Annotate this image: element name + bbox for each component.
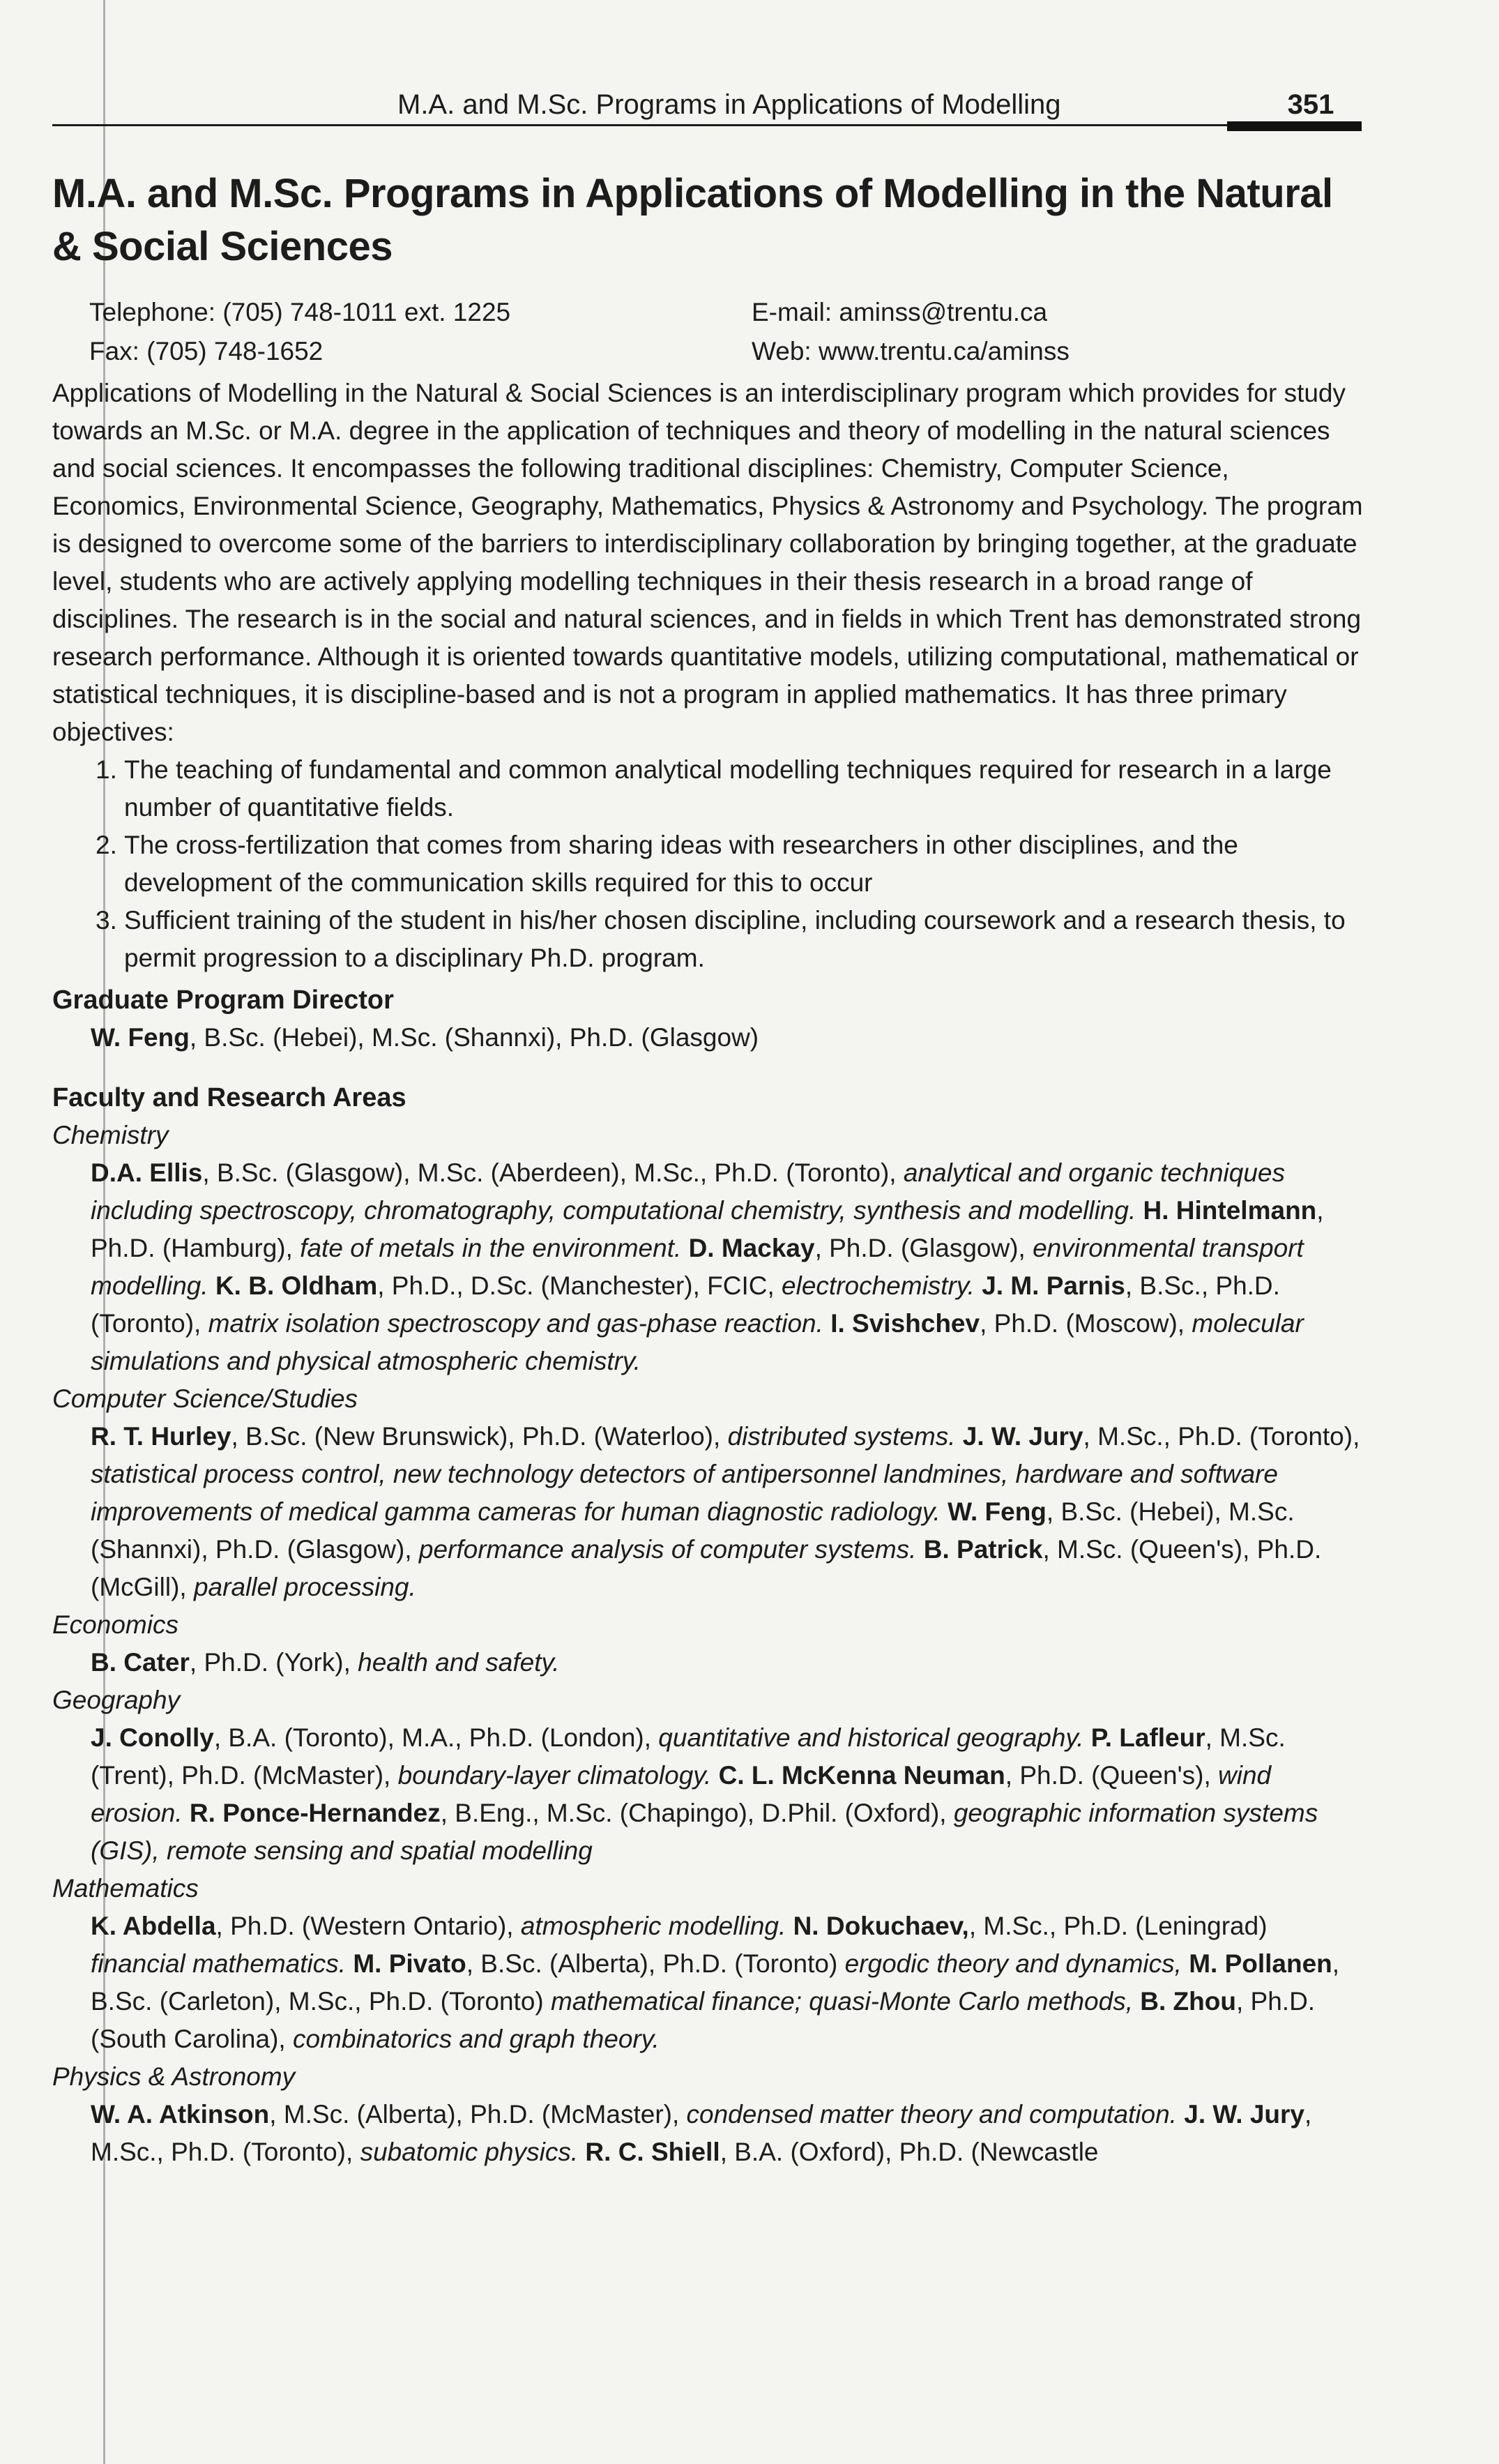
faculty-credentials: , Ph.D. (Hamburg), [91,1196,1324,1262]
faculty-name: M. Pollanen [1189,1949,1332,1978]
web-address: Web: www.trentu.ca/aminss [752,337,1070,365]
department-heading: Physics & Astronomy [52,2062,296,2091]
faculty-credentials: , B.Sc. (Glasgow), M.Sc. (Aberdeen), M.Sc., Ph.D. (Toronto), [202,1158,904,1187]
faculty-name: J. W. Jury [962,1422,1083,1451]
faculty-credentials: , B.Sc. (Alberta), Ph.D. (Toronto) [466,1949,845,1978]
faculty-credentials: , M.Sc., Ph.D. (Toronto), [1083,1422,1360,1451]
faculty-name: R. Ponce-Hernandez [189,1799,441,1827]
department-faculty-paragraph [52,1154,1363,1380]
research-area: financial mathematics. [91,1949,347,1978]
faculty-credentials: , B.Sc. (Hebei), M.Sc. (Shannxi), Ph.D. (Glasgow), [91,1497,1295,1564]
contact-phone-block [89,293,510,371]
contact-web-block [752,293,1070,371]
research-area: parallel processing. [193,1573,416,1601]
research-area: distributed systems. [727,1422,956,1451]
intro-paragraph: Applications of Modelling in the Natural & Social Sciences is an interdisciplinary program which provides for study towards an M.Sc. or M.A. degree in the application of techniques and theory of modelling in the natural sciences and social sciences. It encompasses the following traditional disciplines: Chemistry, Computer Science, Economics, Environmental Science, Geography, Mathematics, Physics & Astronomy and Psychology. The program is designed to overcome some of the barriers to interdisciplinary collaboration by bringing together, at the graduate level, students who are actively applying modelling techniques in their thesis research in a broad range of disciplines. The research is in the social and natural sciences, and in fields in which Trent has demonstrated strong research performance. Although it is oriented towards quantitative models, utilizing computational, mathematical or statistical techniques, it is discipline-based and is not a program in applied mathematics. It has three primary objectives: [52,379,1363,746]
faculty-name: H. Hintelmann [1143,1196,1317,1225]
faculty-credentials: , Ph.D. (Moscow), [980,1309,1192,1338]
faculty-name: J. Conolly [91,1723,214,1752]
research-area: health and safety. [358,1648,560,1677]
faculty-credentials: , M.Sc., Ph.D. (Toronto), [91,2100,1312,2166]
objective-text: The cross-fertilization that comes from sharing ideas with researchers in other disciplines, and the development of the communication skills required for this to occur [124,831,1238,897]
faculty-credentials: , Ph.D. (York), [189,1648,358,1677]
faculty-credentials: , M.Sc. (Trent), Ph.D. (McMaster), [91,1723,1286,1790]
department-faculty-paragraph [52,1907,1363,2058]
research-area: ergodic theory and dynamics, [844,1949,1182,1978]
faculty-credentials: , Ph.D., D.Sc. (Manchester), FCIC, [377,1271,782,1300]
faculty-name: I. Svishchev [830,1309,980,1338]
research-area: mathematical finance; quasi-Monte Carlo methods, [551,1987,1133,2016]
faculty-credentials: , Ph.D. (Western Ontario), [215,1912,521,1940]
faculty-list [52,1117,1363,2171]
running-title: M.A. and M.Sc. Programs in Applications of Modelling [397,89,1061,120]
faculty-credentials: , B.A. (Toronto), M.A., Ph.D. (London), [213,1723,659,1752]
faculty-name: M. Pivato [353,1949,466,1978]
objective-item [52,826,1363,902]
faculty-name: N. Dokuchaev, [793,1912,969,1940]
email: E-mail: aminss@trentu.ca [752,298,1048,326]
faculty-credentials: , Ph.D. (Queen's), [1005,1761,1219,1790]
director-name: W. Feng [91,1023,190,1052]
department-faculty-paragraph [52,1418,1363,1606]
department-heading: Chemistry [52,1121,169,1149]
research-area: matrix isolation spectroscopy and gas-phase reaction. [208,1309,823,1338]
section-spacer [52,1057,1363,1079]
department-faculty-paragraph [52,2096,1363,2171]
header-rule [52,124,1231,126]
research-area: statistical process control, new technology detectors of antipersonnel landmines, hardware and software improvements of medical gamma cameras for human diagnostic radiology. [91,1460,1278,1526]
faculty-name: C. L. McKenna Neuman [718,1761,1005,1790]
objective-number: 2. [96,831,117,859]
faculty-name: B. Zhou [1140,1987,1236,2016]
objective-text: Sufficient training of the student in his/her chosen discipline, including coursework and a research thesis, to permit progression to a disciplinary Ph.D. program. [124,906,1346,972]
faculty-credentials: , Ph.D. (Glasgow), [814,1234,1033,1262]
header-rule-tab [1227,121,1362,131]
page-number: 351 [1287,89,1334,120]
research-area: combinatorics and graph theory. [292,2025,660,2053]
faculty-name: K. Abdella [91,1912,216,1940]
faculty-name: B. Patrick [923,1535,1043,1564]
research-area: molecular simulations and physical atmospheric chemistry. [91,1309,1304,1375]
faculty-credentials: , M.Sc. (Alberta), Ph.D. (McMaster), [269,2100,687,2129]
faculty-name: B. Cater [91,1648,190,1677]
faculty-credentials: , B.Eng., M.Sc. (Chapingo), D.Phil. (Oxford), [440,1799,954,1827]
faculty-credentials: , B.A. (Oxford), Ph.D. (Newcastle [720,2138,1099,2166]
page-title: M.A. and M.Sc. Programs in Applications of Modelling in the Natural & Social Sciences [52,171,1333,269]
objectives-list [52,751,1363,977]
department-heading: Geography [52,1686,181,1714]
faculty-name: D.A. Ellis [91,1158,203,1187]
faculty-credentials: , B.Sc. (New Brunswick), Ph.D. (Waterloo), [231,1422,728,1451]
director-heading: Graduate Program Director [52,985,394,1015]
research-area: subatomic physics. [360,2138,579,2166]
faculty-name: J. M. Parnis [982,1271,1125,1300]
department-heading: Computer Science/Studies [52,1384,358,1413]
research-area: performance analysis of computer systems. [418,1535,917,1564]
faculty-credentials: , B.Sc., Ph.D. (Toronto), [91,1271,1280,1338]
faculty-name: W. Feng [948,1497,1047,1526]
faculty-credentials: , Ph.D. (South Carolina), [91,1987,1316,2053]
research-area: wind erosion. [91,1761,1272,1827]
faculty-name: R. C. Shiell [585,2138,720,2166]
director-credentials: , B.Sc. (Hebei), M.Sc. (Shannxi), Ph.D. (Glasgow) [189,1023,759,1052]
research-area: atmospheric modelling. [520,1912,786,1940]
research-area: analytical and organic techniques including spectroscopy, chromatography, computational chemistry, synthesis and modelling. [91,1158,1286,1225]
research-area: condensed matter theory and computation. [686,2100,1177,2129]
research-area: environmental transport modelling. [91,1234,1304,1300]
faculty-name: P. Lafleur [1090,1723,1205,1752]
faculty-name: J. W. Jury [1184,2100,1304,2129]
objective-number: 3. [96,906,117,935]
fax: Fax: (705) 748-1652 [89,337,324,365]
research-area: quantitative and historical geography. [658,1723,1084,1752]
running-header [52,89,1363,127]
faculty-heading: Faculty and Research Areas [52,1083,406,1112]
objective-text: The teaching of fundamental and common analytical modelling techniques required for research in a large number of quantitative fields. [124,755,1332,822]
faculty-name: R. T. Hurley [91,1422,231,1451]
faculty-name: K. B. Oldham [215,1271,378,1300]
telephone: Telephone: (705) 748-1011 ext. 1225 [89,298,511,326]
research-area: electrochemistry. [782,1271,975,1300]
research-area: boundary-layer climatology. [397,1761,712,1790]
research-area: fate of metals in the environment. [300,1234,682,1262]
faculty-name: W. A. Atkinson [91,2100,270,2129]
director-entry [52,1019,1363,1057]
faculty-credentials: , M.Sc. (Queen's), Ph.D. (McGill), [91,1535,1322,1601]
department-heading: Mathematics [52,1874,199,1903]
department-faculty-paragraph [52,1644,1363,1681]
objective-item [52,902,1363,977]
research-area: geographic information systems (GIS), remote sensing and spatial modelling [91,1799,1318,1865]
faculty-credentials: , B.Sc. (Carleton), M.Sc., Ph.D. (Toronto) [91,1949,1340,2016]
faculty-credentials: , M.Sc., Ph.D. (Leningrad) [968,1912,1268,1940]
department-heading: Economics [52,1610,178,1639]
objective-item [52,751,1363,826]
faculty-name: D. Mackay [688,1234,815,1262]
body-text [52,375,1363,2171]
department-faculty-paragraph [52,1719,1363,1870]
objective-number: 1. [96,755,117,784]
